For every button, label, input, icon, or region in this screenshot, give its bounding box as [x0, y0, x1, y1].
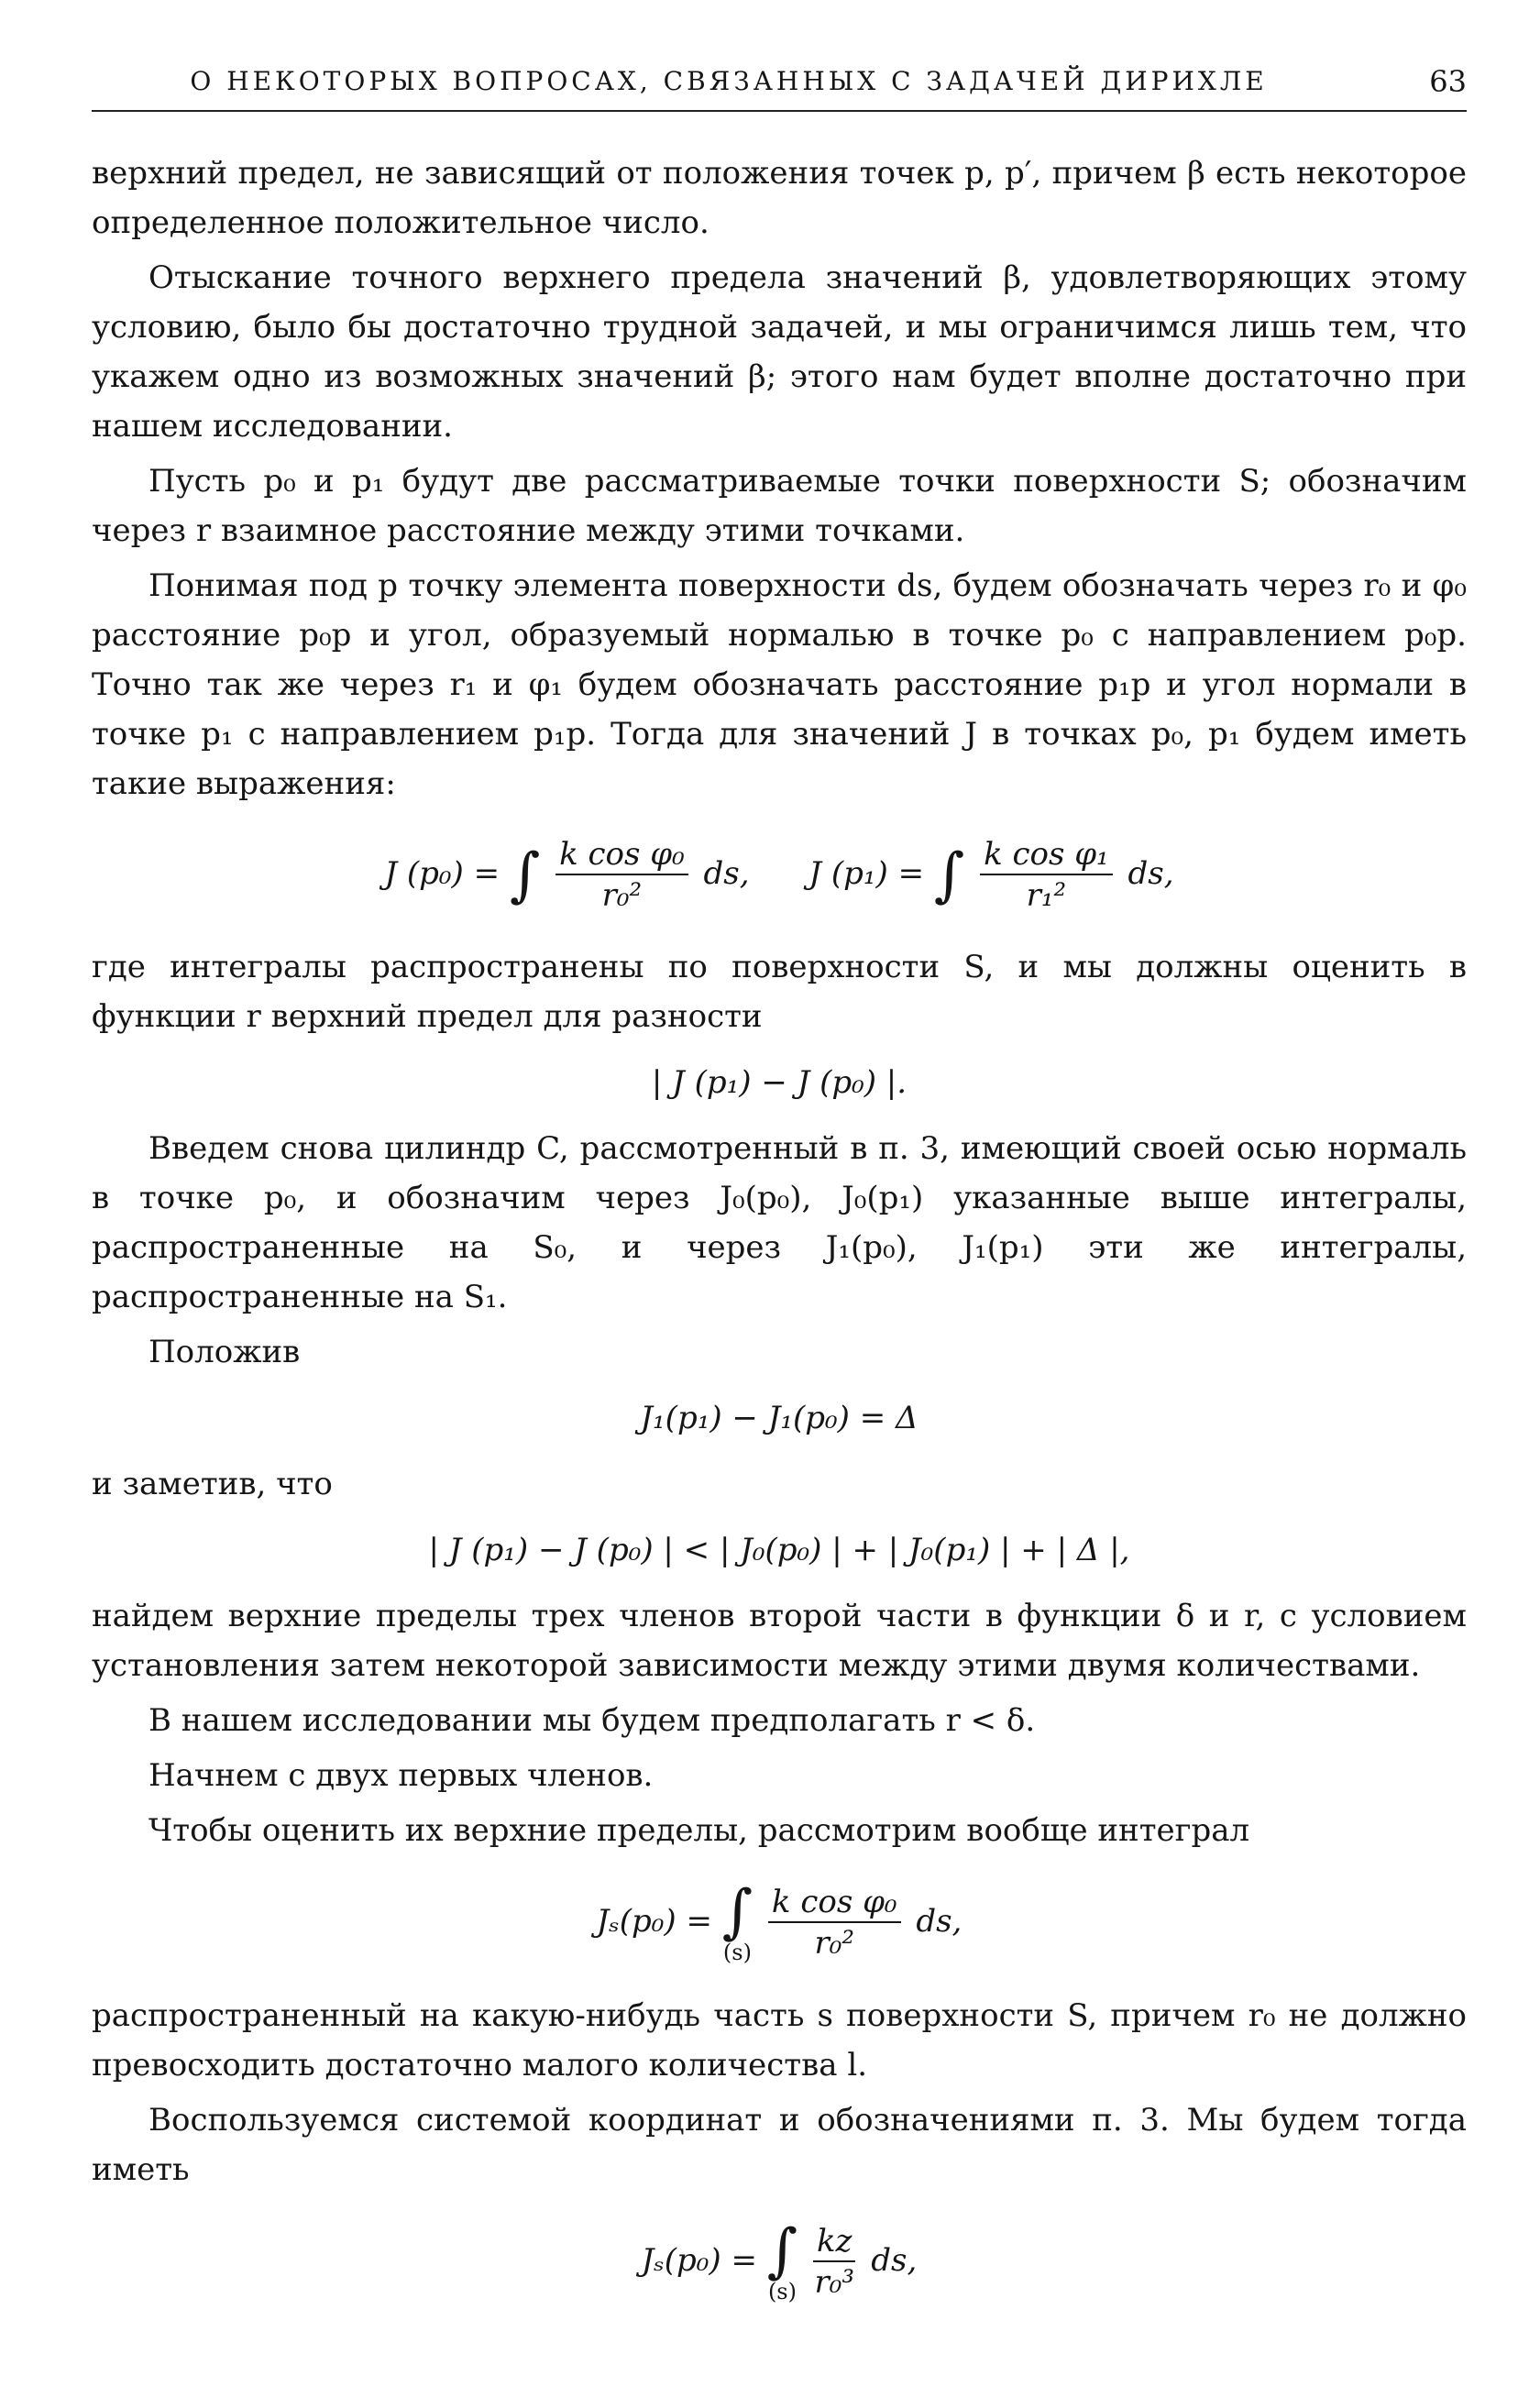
paragraph-6: Введем снова цилиндр C, рассмотренный в п. 3, имеющий своей осью нормаль в точке p₀, и обозначим через J₀(p₀), J₀(p₁) указанные выше интегралы, распространенные на S₀, и через J₁(p₀), J₁(p₁) эти же интегралы, распространенные на S₁. [92, 1129, 1467, 1315]
formula-js-cos [92, 1877, 1467, 1965]
integral-sign: ∫ [933, 841, 965, 909]
fraction [813, 2223, 856, 2302]
fraction [768, 1884, 901, 1963]
page-number: 63 [1429, 64, 1467, 99]
differential: ds, [916, 1902, 962, 1940]
paragraph-10: В нашем исследовании мы будем предполагать r < δ. [148, 1701, 1036, 1739]
paragraph-4: Понимая под p точку элемента поверхности ds, будем обозначать через r₀ и φ₀ расстояние p₀p и угол, образуемый нормалью в точке p₀ с направлением p₀p. Точно так же через r₁ и φ₁ будем обозначать расстояние p₁p и угол нормали в точке p₁ с направлением p₁p. Тогда для значений J в точках p₀, p₁ будем иметь такие выражения: [92, 567, 1467, 802]
paragraph-9: найдем верхние пределы трех членов второй части в функции δ и r, с условием установления затем некоторой зависимости между этими двумя количествами. [92, 1597, 1467, 1684]
paragraph-8: и заметив, что [92, 1465, 333, 1502]
differential: ds, [703, 854, 750, 892]
header-title: О НЕКОТОРЫХ ВОПРОСАХ, СВЯЗАННЫХ С ЗАДАЧЕЙ ДИРИХЛЕ [190, 66, 1268, 96]
fraction-numerator: kz [813, 2223, 856, 2262]
integral-sign: ∫ [509, 841, 541, 909]
differential: ds, [1128, 854, 1174, 892]
running-header [92, 55, 1467, 112]
integral [721, 1877, 754, 1965]
integral-limit: (s) [767, 2278, 797, 2304]
differential: ds, [871, 2241, 918, 2279]
formula-delta: J₁(p₁) − J₁(p₀) = Δ [640, 1399, 918, 1436]
integral-limit: (s) [722, 1939, 752, 1965]
integral-sign: ∫ [721, 1877, 754, 1946]
page [92, 55, 1467, 2330]
paragraph-1: верхний предел, не зависящий от положения точек p, p′, причем β есть некоторое определенное положительное число. [92, 155, 1467, 241]
paragraph-14: Воспользуемся системой координат и обозначениями п. 3. Мы будем тогда иметь [92, 2101, 1467, 2188]
fraction-numerator: k cos φ₀ [556, 836, 688, 875]
fraction [980, 836, 1113, 915]
formula-inequality: | J (p₁) − J (p₀) | < | J₀(p₀) | + | J₀(p₁) | + | Δ |, [428, 1531, 1130, 1568]
fraction-denominator: r₀² [601, 876, 643, 914]
formula-difference: | J (p₁) − J (p₀) |. [651, 1063, 908, 1101]
paragraph-11: Начнем с двух первых членов. [148, 1756, 654, 1794]
paragraph-5: где интегралы распространены по поверхности S, и мы должны оценить в функции r верхний предел для разности [92, 948, 1467, 1035]
fraction-numerator: k cos φ₀ [768, 1884, 901, 1923]
formula-j-integrals [92, 836, 1467, 915]
formula-js-label: Jₛ(p₀) = [641, 2241, 757, 2279]
integral [766, 2216, 798, 2304]
paragraph-7: Положив [148, 1333, 301, 1370]
formula-js-label: Jₛ(p₀) = [596, 1902, 712, 1940]
fraction [556, 836, 688, 915]
integral-sign: ∫ [766, 2216, 798, 2285]
paragraph-2: Отыскание точного верхнего предела значений β, удовлетворяющих этому условию, было бы достаточно трудной задачей, и мы ограничимся лишь тем, что укажем одно из возможных значений β; этого нам будет вполне достаточно при нашем исследовании. [92, 259, 1467, 445]
fraction-denominator: r₀³ [814, 2263, 854, 2301]
paragraph-12: Чтобы оценить их верхние пределы, рассмотрим вообще интеграл [148, 1811, 1250, 1849]
formula-j-p1-label: J (p₁) = [808, 854, 925, 892]
fraction-numerator: k cos φ₁ [980, 836, 1113, 875]
formula-js-kz [92, 2216, 1467, 2304]
fraction-denominator: r₁² [1026, 876, 1067, 914]
paragraph-13: распространенный на какую-нибудь часть s поверхности S, причем r₀ не должно превосходить достаточно малого количества l. [92, 1996, 1467, 2084]
paragraph-3: Пусть p₀ и p₁ будут две рассматриваемые точки поверхности S; обозначим через r взаимное расстояние между этими точками. [92, 463, 1467, 549]
fraction-denominator: r₀² [814, 1924, 854, 1962]
formula-j-p0-label: J (p₀) = [384, 854, 500, 892]
